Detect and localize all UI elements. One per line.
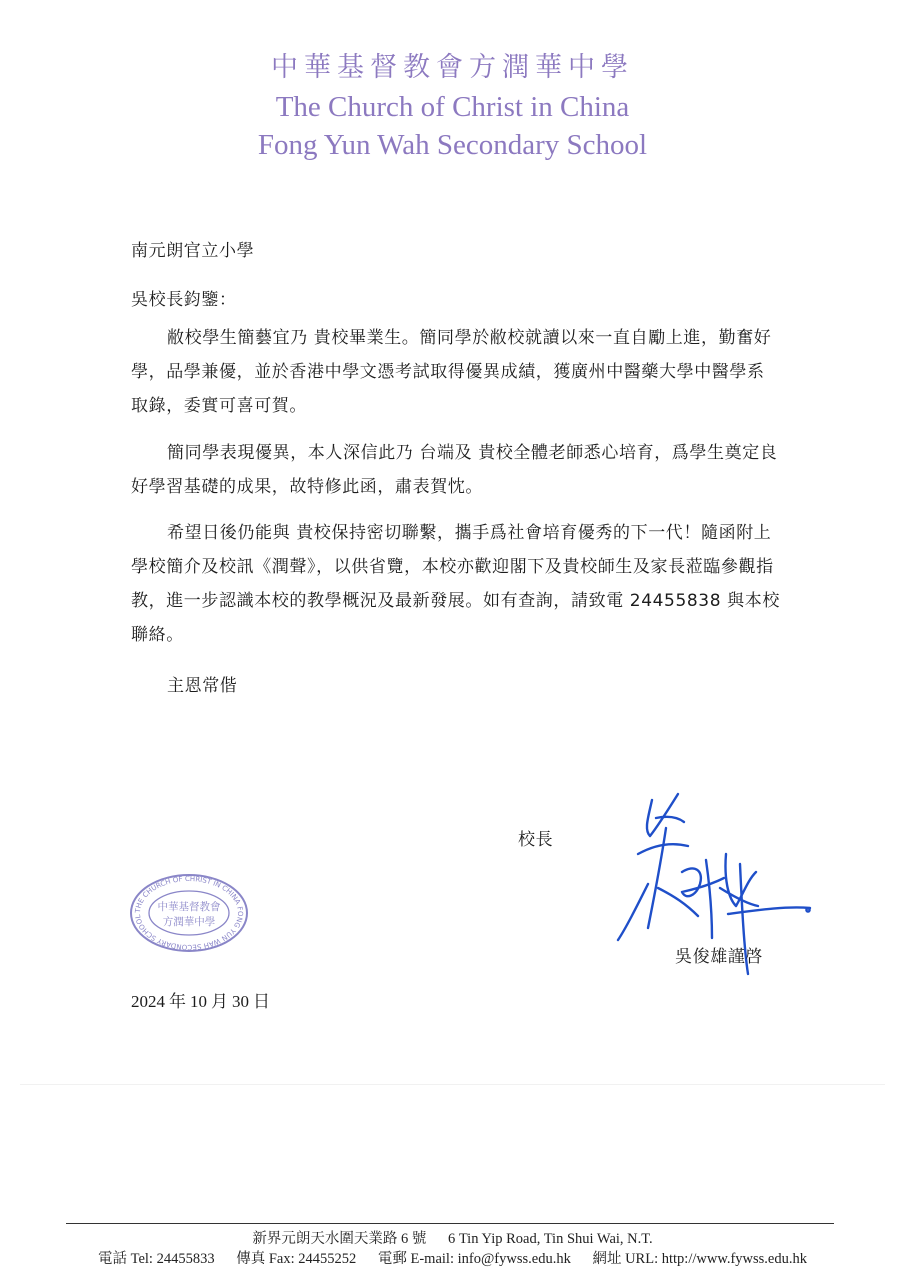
signer-name: 吳俊雄謹啓	[675, 947, 763, 967]
school-seal-stamp	[128, 872, 250, 954]
school-name-english-line1: The Church of Christ in China	[275, 91, 630, 123]
salutation: 吳校長鈞鑒：	[131, 290, 237, 310]
school-name-english-line2: Fong Yun Wah Secondary School	[257, 129, 648, 161]
footer-fax: 傳真 Fax: 24455252	[236, 1251, 357, 1267]
school-name-chinese: 中華基督教會方潤華中學	[271, 52, 634, 83]
footer-address	[0, 1227, 905, 1248]
paragraph-1: 敝校學生簡藝宜乃 貴校畢業生。簡同學於敝校就讀以來一直自勵上進，勤奮好學，品學兼優，並於香港中學文憑考試取得優異成績，獲廣州中醫藥大學中醫學系取錄，委實可喜可賀。	[131, 328, 772, 416]
letter-date	[131, 987, 274, 1012]
date-day-unit: 日	[253, 992, 270, 1011]
footer-address-zh: 新界元朗天水圍天業路 6 號	[252, 1231, 427, 1247]
footer-phone: 電話 Tel: 24455833	[97, 1251, 215, 1267]
footer-rule	[66, 1223, 834, 1224]
footer-website[interactable]: 網址 URL: http://www.fywss.edu.hk	[592, 1251, 807, 1267]
seal-outer-text: THE CHURCH OF CHRIST IN CHINA FONG YUN WAH SECONDARY SCHOOL	[133, 874, 245, 952]
seal-inner-line1: 中華基督教會	[157, 901, 221, 913]
footer-address-en: 6 Tin Yip Road, Tin Shui Wai, N.T.	[447, 1231, 653, 1247]
footer-email[interactable]: 電郵 E-mail: info@fywss.edu.hk	[377, 1251, 571, 1267]
paragraph-3: 希望日後仍能與 貴校保持密切聯繫，攜手爲社會培育優秀的下一代！隨函附上學校簡介及校訊《潤聲》，以供省覽，本校亦歡迎閣下及貴校師生及家長蒞臨參觀指教，進一步認識本校的教學概況及最新發展。如有查詢，請致電 24455838 與本校聯絡。	[131, 523, 780, 645]
faint-divider	[20, 1084, 885, 1085]
signer-title: 校長	[518, 830, 554, 850]
closing: 主恩常偕	[167, 676, 238, 696]
date-day: 30	[232, 992, 249, 1011]
seal-inner-line2: 方潤華中學	[162, 916, 216, 928]
date-month: 10	[190, 992, 207, 1011]
paragraph-2: 簡同學表現優異，本人深信此乃 台端及 貴校全體老師悉心培育，爲學生奠定良好學習基礎的成果，故特修此函，肅表賀忱。	[131, 443, 778, 497]
footer-contacts	[0, 1247, 905, 1268]
date-year: 2024	[131, 992, 165, 1011]
letterhead	[0, 48, 905, 164]
recipient-school: 南元朗官立小學	[131, 241, 255, 261]
date-year-unit: 年	[169, 992, 186, 1011]
date-month-unit: 月	[211, 992, 228, 1011]
